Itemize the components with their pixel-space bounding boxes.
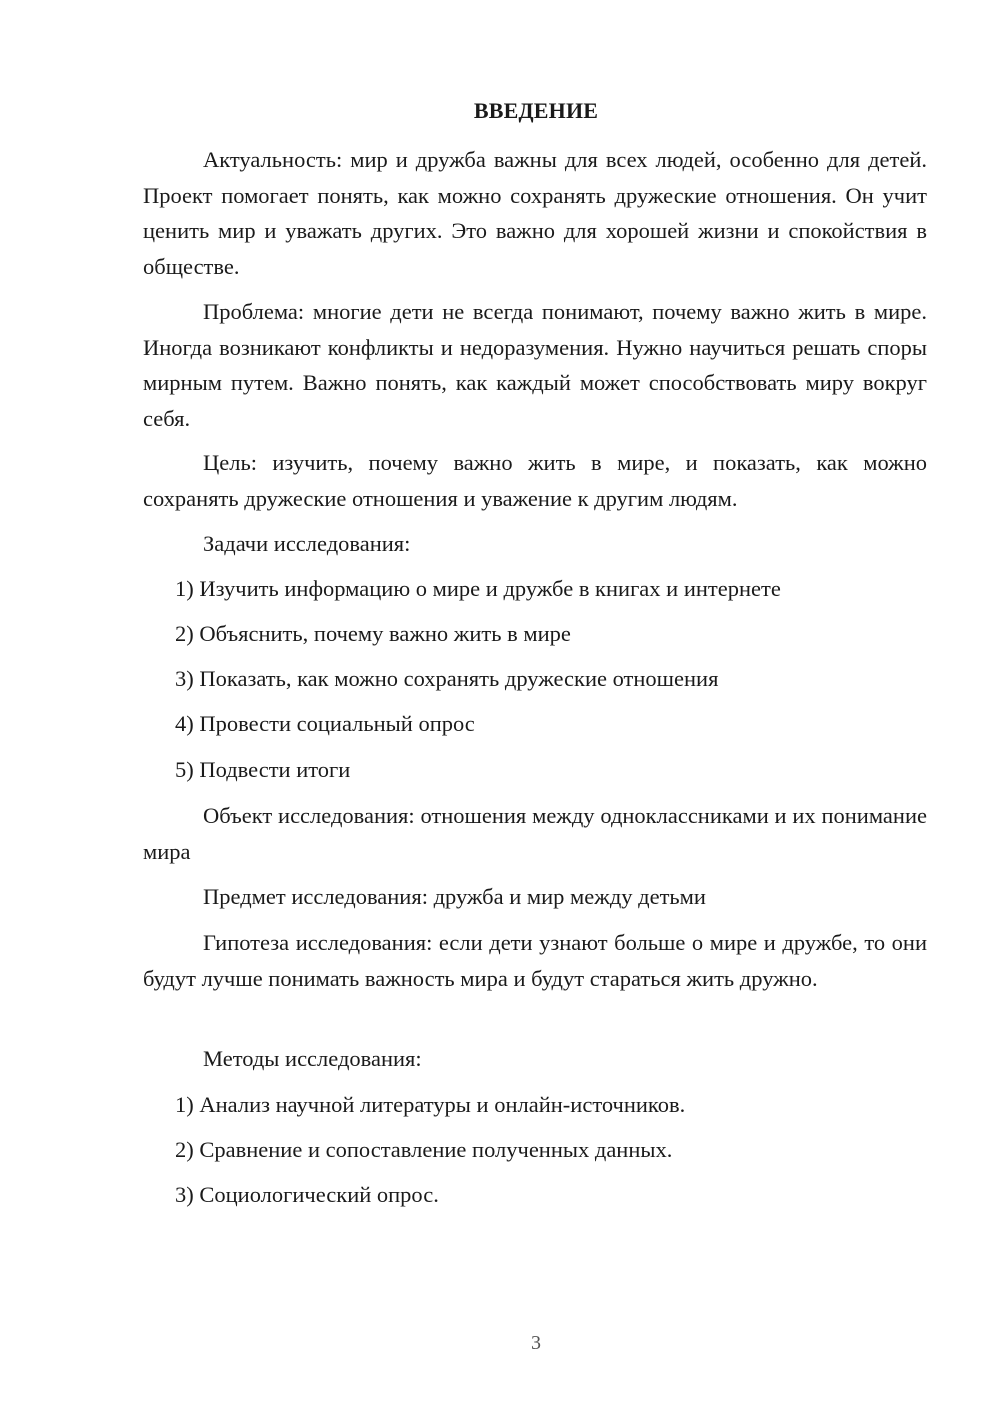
- hypothesis-paragraph: Гипотеза исследования: если дети узнают больше о мире и дружбе, то они будут лучше понимать важность мира и будут стараться жить дружно.: [143, 930, 927, 991]
- methods-heading: Методы исследования:: [203, 1046, 422, 1071]
- tasks-heading: Задачи исследования:: [203, 531, 411, 556]
- object-paragraph: Объект исследования: отношения между одноклассниками и их понимание мира: [143, 803, 927, 864]
- problem-paragraph: Проблема: многие дети не всегда понимают, почему важно жить в мире. Иногда возникают конфликты и недоразумения. Нужно научиться решать споры мирным путем. Важно понять, как каждый может способствовать миру вокруг себя.: [143, 299, 927, 431]
- method-item: 2) Сравнение и сопоставление полученных данных.: [175, 1137, 673, 1162]
- subject-paragraph: Предмет исследования: дружба и мир между детьми: [203, 884, 706, 909]
- method-item: 1) Анализ научной литературы и онлайн-источников.: [175, 1092, 686, 1117]
- task-item: 3) Показать, как можно сохранять дружеские отношения: [175, 666, 719, 691]
- task-item: 2) Объяснить, почему важно жить в мире: [175, 621, 571, 646]
- page-title: ВВЕДЕНИЕ: [473, 98, 599, 123]
- goal-paragraph: Цель: изучить, почему важно жить в мире, и показать, как можно сохранять дружеские отношения и уважение к другим людям.: [143, 450, 927, 511]
- task-item: 4) Провести социальный опрос: [175, 711, 475, 736]
- task-item: 1) Изучить информацию о мире и дружбе в книгах и интернете: [175, 576, 781, 601]
- task-item: 5) Подвести итоги: [175, 757, 351, 782]
- method-item: 3) Социологический опрос.: [175, 1182, 439, 1207]
- page-number: 3: [531, 1332, 541, 1354]
- relevance-paragraph: Актуальность: мир и дружба важны для всех людей, особенно для детей. Проект помогает понять, как можно сохранять дружеские отношения. Он учит ценить мир и уважать других. Это важно для хорошей жизни и спокойствия в обществе.: [143, 147, 927, 279]
